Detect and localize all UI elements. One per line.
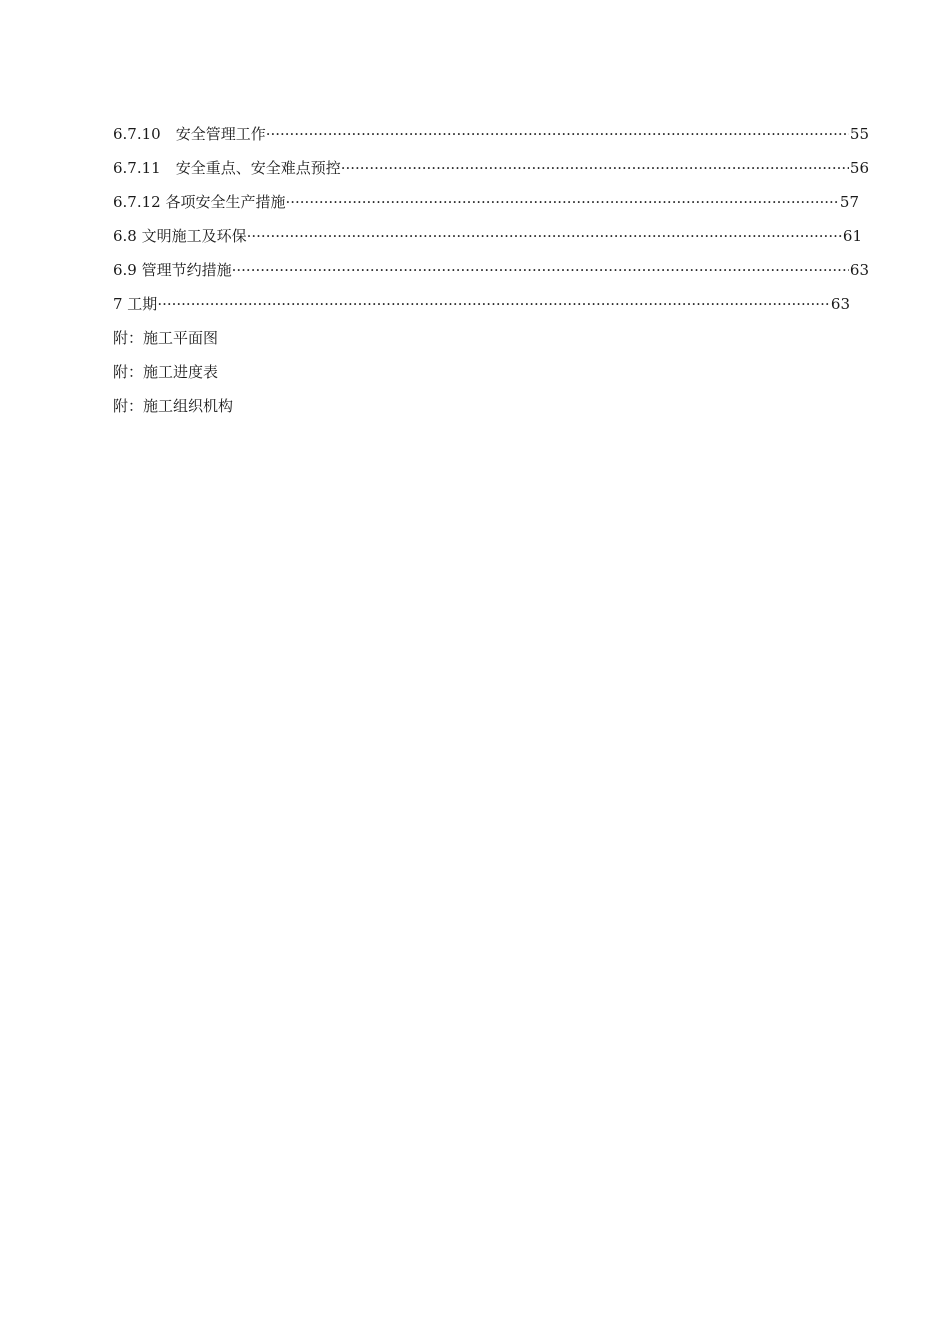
toc-entry-label: 6.7.11 安全重点、安全难点预控: [113, 159, 341, 177]
toc-entry-6-7-12[interactable]: [113, 190, 873, 224]
toc-dot-leader: [157, 292, 830, 316]
toc-dot-leader: [247, 224, 842, 248]
appendix-schedule[interactable]: 附：施工进度表: [113, 363, 219, 381]
toc-entry-6-8[interactable]: [113, 224, 873, 258]
toc-entry-label: 6.7.10 安全管理工作: [113, 125, 266, 143]
toc-page-number: 56: [849, 159, 869, 177]
toc-entry-6-7-10[interactable]: [113, 122, 873, 156]
toc-dot-leader: [341, 156, 849, 180]
appendix-site-plan[interactable]: 附：施工平面图: [113, 329, 219, 347]
toc-dot-leader: [285, 190, 838, 214]
toc-entry-label: 6.9 管理节约措施: [113, 261, 232, 279]
toc-page-number: 57: [839, 193, 859, 211]
toc-page-number: 61: [842, 227, 862, 245]
toc-page-number: 63: [830, 295, 850, 313]
toc-entry-line: [113, 156, 869, 180]
toc-entry-line: [113, 190, 859, 214]
toc-entry-line: [113, 292, 850, 316]
toc-entry-line: [113, 122, 869, 146]
toc-dot-leader: [266, 122, 849, 146]
toc-entry-label: 6.7.12 各项安全生产措施: [113, 193, 286, 211]
toc-page-number: 55: [849, 125, 869, 143]
toc-entry-line: [113, 224, 862, 248]
table-of-contents: [113, 122, 873, 428]
appendix-organization[interactable]: 附：施工组织机构: [113, 397, 234, 415]
toc-page-number: 63: [849, 261, 869, 279]
toc-entry-label: 7 工期: [113, 295, 158, 313]
toc-entry-6-7-11[interactable]: [113, 156, 873, 190]
toc-entry-6-9[interactable]: [113, 258, 873, 292]
toc-entry-7[interactable]: [113, 292, 873, 326]
toc-entry-label: 6.8 文明施工及环保: [113, 227, 247, 245]
toc-dot-leader: [232, 258, 849, 282]
toc-entry-line: [113, 258, 869, 282]
